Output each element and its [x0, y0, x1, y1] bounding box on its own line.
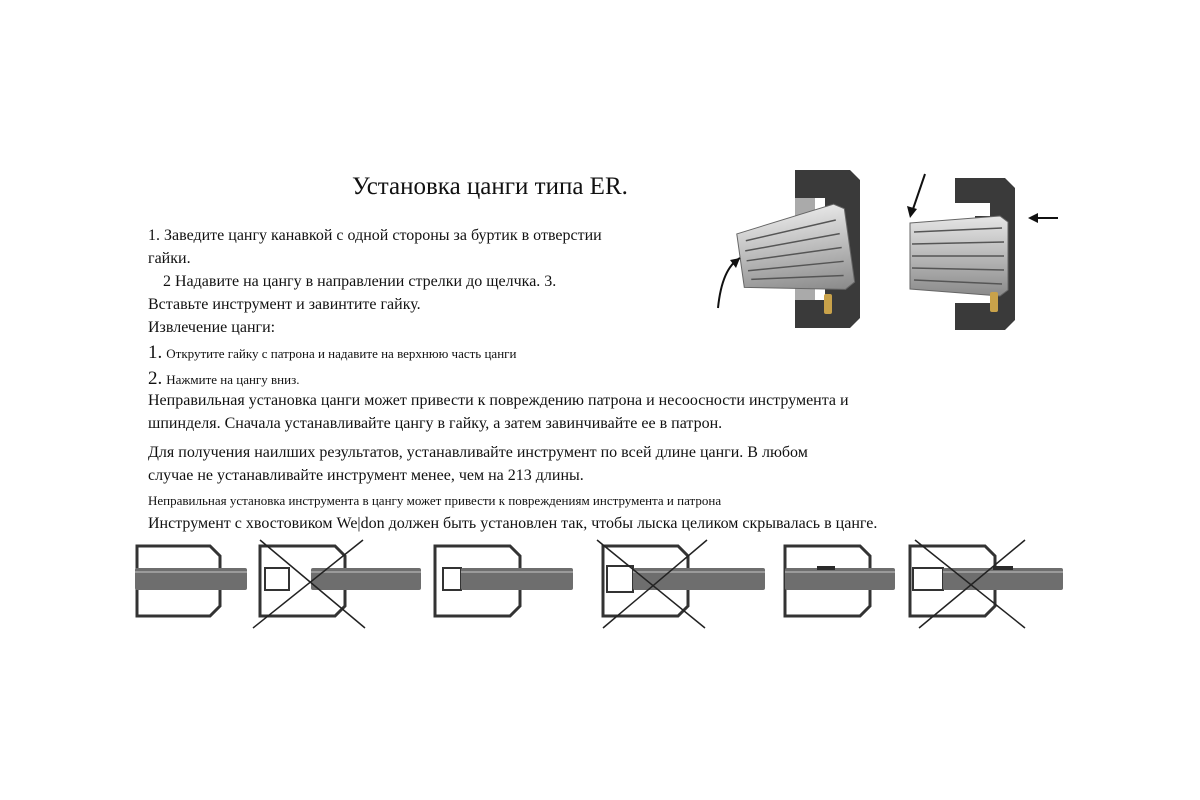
removal-step-1: [148, 343, 516, 362]
page-title: Установка цанги типа ER.: [352, 173, 628, 200]
nut-right-pin: [990, 292, 998, 312]
collet-insertion-illustration: [700, 168, 1070, 338]
tool-diagram-5: [785, 546, 895, 616]
diagonal-arrow-head-icon: [907, 206, 917, 218]
collet-left: [735, 203, 856, 303]
removal-step-2-number: 2.: [148, 368, 163, 389]
removal-heading: Извлечение цанги:: [148, 319, 276, 336]
removal-step-1-number: 1.: [148, 342, 163, 363]
tool-diagram-6: [910, 540, 1063, 628]
install-step-2-line: 2 Надавите на цангу в направлении стрелки до щелчка. 3.: [163, 273, 557, 290]
warning-2: Неправильная установка инструмента в цангу может привести к повреждениям инструмента и патрона: [148, 493, 722, 508]
tool-diagram-3: [435, 546, 573, 616]
install-step-1-line-2: гайки.: [148, 250, 191, 267]
collet-right: [910, 216, 1008, 296]
tool-diagram-1: [135, 546, 247, 616]
nut-left-pin: [824, 294, 832, 314]
removal-step-2: [148, 369, 299, 388]
install-step-3-line: Вставьте инструмент и завинтите гайку.: [148, 296, 421, 313]
weldon-note: Инструмент с хвостовиком We|don должен быть установлен так, чтобы лыска целиком скрывалась в цанге.: [148, 515, 878, 532]
tool-diagram-2: [253, 540, 421, 628]
warning-1-line-1: Неправильная установка цанги может привести к повреждению патрона и несоосности инструмента и: [148, 392, 849, 409]
tool-insertion-illustrations: [135, 536, 1065, 630]
removal-step-1-text: Открутите гайку с патрона и надавите на верхнюю часть цанги: [166, 346, 517, 361]
removal-step-2-text: Нажмите на цангу вниз.: [166, 372, 300, 387]
diagonal-arrow-icon: [912, 174, 925, 212]
tool-diagram-4: [597, 540, 765, 628]
tip-line-1: Для получения наилших результатов, устанавливайте инструмент по всей длине цанги. В любом: [148, 444, 808, 461]
tip-line-2: случае не устанавливайте инструмент менее, чем на 213 длины.: [148, 467, 584, 484]
install-step-1-line-1: 1. Заведите цангу канавкой с одной стороны за буртик в отверстии: [148, 227, 602, 244]
warning-1-line-2: шпинделя. Сначала устанавливайте цангу в гайку, а затем завинчивайте ее в патрон.: [148, 415, 723, 432]
push-arrow-head-icon: [1028, 213, 1038, 223]
